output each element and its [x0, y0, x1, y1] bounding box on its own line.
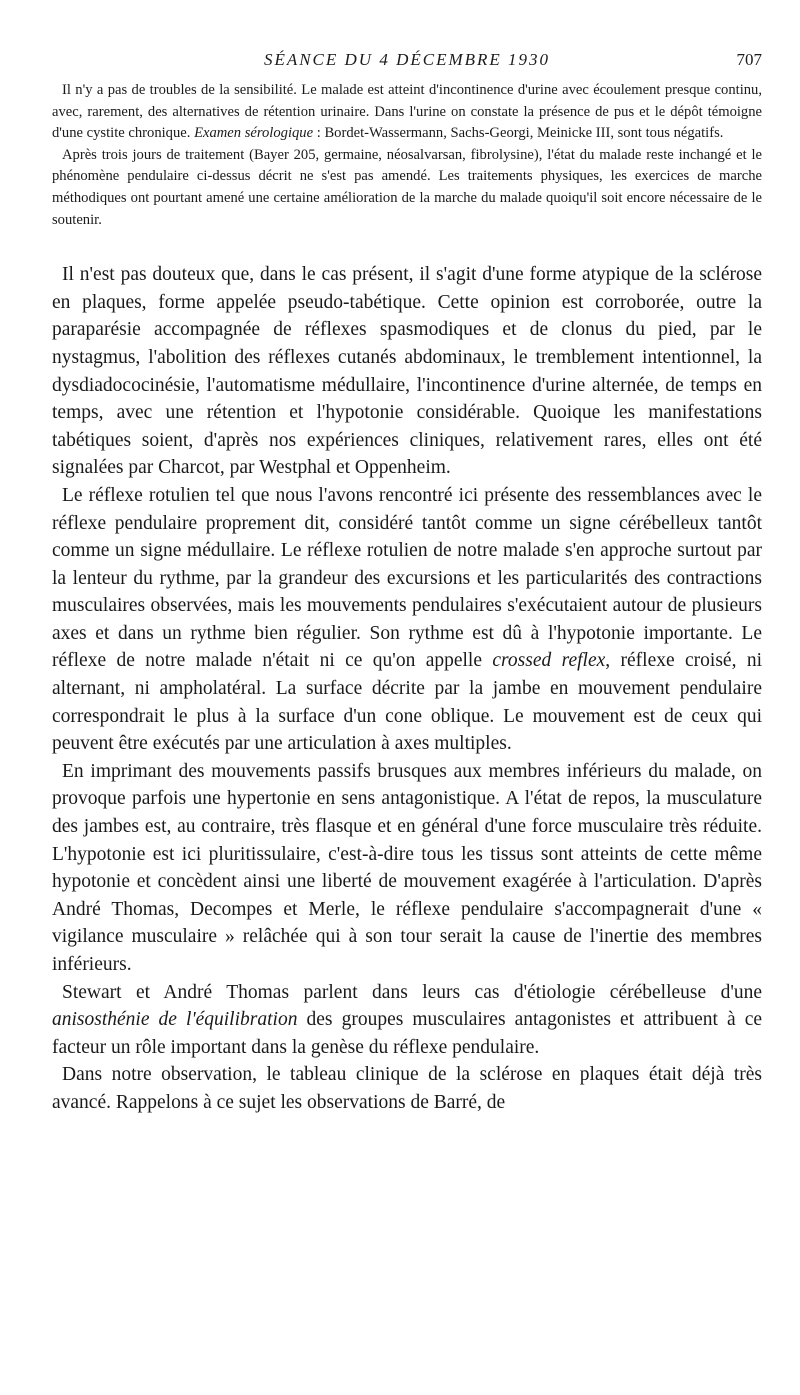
document-page: [52, 50, 762, 1117]
small-paragraph-1-italic: Examen sérologique: [194, 125, 314, 142]
small-paragraph-1-text-c: : Bordet-Wassermann, Sachs-Georgi, Meinicke III, sont tous négatifs.: [316, 125, 724, 142]
main-paragraph-2: [52, 482, 762, 758]
small-paragraph-1-text-a: Il n'y a pas de troubles de la sensibilité. Le malade est atteint d'incontinence d'urine avec écoulement presque continu, avec, rarement, des alternatives de rétention urinaire. Dans l'urine on constate la présence de pus et le dépôt témoigne d'une cystite chronique.: [52, 82, 762, 142]
small-paragraph-1: [52, 80, 762, 145]
page-number: 707: [736, 50, 762, 69]
main-paragraph-2-text-a: Le réflexe rotulien tel que nous l'avons rencontré ici présente des ressemblances avec le réflexe pendulaire proprement dit, considéré tantôt comme un signe cérébelleux tantôt comme un signe médullaire. Le réflexe rotulien de notre malade s'en approche surtout par la lenteur du rythme, par la grandeur des excursions et les particularités des contractions musculaires observées, mais les mouvements pendulaires s'exécutaient autour de plusieurs axes et dans un rythme bien régulier. Son rythme est dû à l'hypotonie importante. Le réflexe de notre malade n'était ni ce qu'on appelle: [52, 484, 762, 672]
main-paragraph-4: [52, 979, 762, 1062]
main-paragraph-2-italic: crossed reflex: [492, 650, 606, 672]
main-paragraph-5: Dans notre observation, le tableau clinique de la sclérose en plaques était déjà très avancé. Rappelons à ce sujet les observations de Barré, de: [52, 1064, 762, 1113]
main-paragraph-3: En imprimant des mouvements passifs brusques aux membres inférieurs du malade, on provoque parfois une hypertonie en sens antagonistique. A l'état de repos, la musculature des jambes est, au contraire, très flasque et en général d'une force musculaire très réduite. L'hypotonie est ici pluritissulaire, c'est-à-dire tous les tissus sont atteints de cette même hypotonie et concèdent ainsi une liberté de mouvement exagérée à l'articulation. D'après André Thomas, Decompes et Merle, le réflexe pendulaire s'accompagnerait d'une « vigilance musculaire » relâchée qui à son tour serait la cause de l'inertie des membres inférieurs.: [52, 760, 762, 975]
running-title: SÉANCE DU 4 DÉCEMBRE 1930: [263, 50, 551, 69]
main-paragraph-2-text-c: , réflexe croisé, ni alternant, ni ampholatéral. La surface décrite par la jambe en mouvement pendulaire correspondrait le plus à la surface d'un cone oblique. Le mouvement est de ceux qui peuvent être exécutés par une articulation à axes multiples.: [52, 650, 762, 755]
small-paragraph-2: Après trois jours de traitement (Bayer 205, germaine, néosalvarsan, fibrolysine), l'état du malade reste inchangé et le phénomène pendulaire ci-dessus décrit ne s'est pas amendé. Les traitements physiques, les exercices de marche méthodiques ont pourtant amené une certaine amélioration de la marche du malade quoiqu'il soit encore nécessaire de le soutenir.: [52, 146, 762, 228]
main-paragraph-1: Il n'est pas douteux que, dans le cas présent, il s'agit d'une forme atypique de la sclérose en plaques, forme appelée pseudo-tabétique. Cette opinion est corroborée, outre la paraparésie accompagnée de réflexes spasmodiques et de clonus du pied, par le nystagmus, l'abolition des réflexes cutanés abdominaux, le tremblement intentionnel, la dysdiadococinésie, l'automatisme médullaire, l'incontinence d'urine alternée, de temps en temps, avec une rétention et l'hypotonie considérable. Quoique les manifestations tabétiques soient, d'après nos expériences cliniques, relativement rares, elles ont été signalées par Charcot, par Westphal et Oppenheim.: [52, 264, 762, 479]
main-paragraph-4-text-a: Stewart et André Thomas parlent dans leurs cas d'étiologie cérébelleuse d'une: [62, 981, 762, 1003]
page-header: [52, 50, 762, 80]
main-paragraph-4-italic: anisosthénie de l'équilibration: [52, 1009, 298, 1031]
main-text: [52, 261, 762, 1116]
main-paragraph-4-text-c: des groupes musculaires antagonistes et attribuent à ce facteur un rôle important dans la genèse du réflexe pendulaire.: [52, 1009, 763, 1058]
case-report-small-text: [52, 80, 762, 231]
